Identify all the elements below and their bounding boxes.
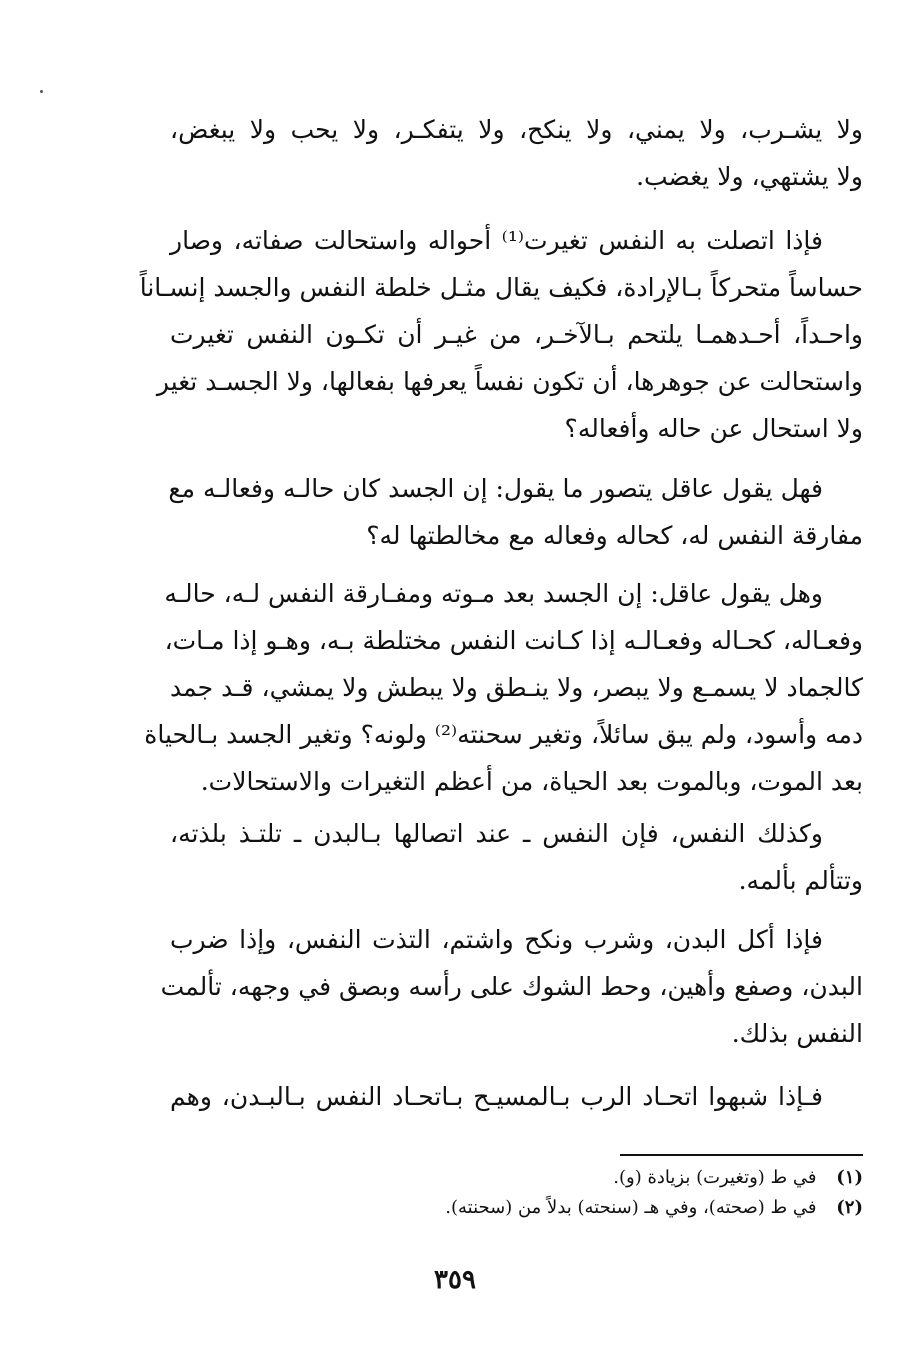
text-line: فـإذا شبهوا اتحـاد الرب بـالمسيـح بـاتحـاد النفس بـالبـدن، وهم — [170, 1082, 823, 1111]
paragraph-7 — [170, 1073, 863, 1120]
text-line: فإذا اتصلت به النفس تغيرت⁽¹⁾ أحواله واستحالت صفاته، وصار — [170, 226, 823, 255]
paragraph-3 — [170, 465, 863, 559]
footnote-text: في ط (صحته)، وفي هـ (سنحته) بدلاً من (سحنته). — [445, 1197, 817, 1218]
text-line: وتتألم بألمه. — [738, 866, 863, 895]
paragraph-4 — [144, 570, 863, 805]
text-line: فإذا أكل البدن، وشرب ونكح واشتم، التذت النفس، وإذا ضرب — [170, 925, 823, 954]
text-line: البدن، وصفع وأهين، وحط الشوك على رأسه وبصق في وجهه، تألمت — [160, 972, 863, 1001]
footnote-1 — [380, 1163, 863, 1193]
footnotes — [380, 1163, 863, 1223]
paragraph-6 — [160, 916, 863, 1057]
text-line: النفس بذلك. — [731, 1019, 863, 1048]
paragraph-5 — [170, 810, 863, 904]
paragraph-1 — [170, 106, 863, 200]
text-line: كالجماد لا يسمـع ولا يبصر، ولا ينـطق ولا يبطش ولا يمشي، قـد جمد — [170, 673, 863, 702]
page-number: ٣٥٩ — [434, 1265, 476, 1295]
text-line: ولا استحال عن حاله وأفعاله؟ — [564, 414, 863, 443]
text-line: ولا يشتهي، ولا يغضب. — [636, 162, 863, 191]
footnote-text: في ط (وتغيرت) بزيادة (و). — [613, 1167, 817, 1188]
text-line: دمه وأسود، ولم يبق سائلاً، وتغير سحنته⁽²⁾ ولونه؟ وتغير الجسد بـالحياة — [144, 720, 863, 749]
paragraph-2 — [139, 217, 863, 452]
text-line: وهل يقول عاقل: إن الجسد بعد مـوته ومفـارقة النفس لـه، حالـه — [164, 579, 823, 608]
text-line: واحـداً، أحـدهمـا يلتحم بـالآخـر، من غيـر أن تكـون النفس تغيرت — [170, 320, 863, 349]
footnote-2 — [380, 1193, 863, 1223]
footnote-separator — [620, 1154, 863, 1156]
text-line: بعد الموت، وبالموت بعد الحياة، من أعظم التغيرات والاستحالات. — [200, 767, 863, 796]
text-line: حساساً متحركاً بـالإرادة، فكيف يقال مثـل خلطة النفس والجسد إنسـاناً — [139, 273, 863, 302]
text-line: ولا يشـرب، ولا يمني، ولا ينكح، ولا يتفكـر، ولا يحب ولا يبغض، — [170, 115, 863, 144]
scan-speck — [40, 90, 43, 93]
text-line: مفارقة النفس له، كحاله وفعاله مع مخالطتها له؟ — [366, 521, 863, 550]
text-line: واستحالت عن جوهرها، أن تكون نفساً يعرفها بفعالها، ولا الجسـد تغير — [156, 367, 863, 396]
text-line: وكذلك النفس، فإن النفس ـ عند اتصالها بـالبدن ـ تلتـذ بلذته، — [170, 819, 823, 848]
text-line: فهل يقول عاقل يتصور ما يقول: إن الجسد كان حالـه وفعالـه مع — [168, 474, 823, 503]
footnote-number: (١) — [836, 1167, 863, 1188]
footnote-number: (٢) — [836, 1197, 863, 1218]
text-line: وفعـاله، كحـاله وفعـالـه إذا كـانت النفس مختلطة بـه، وهـو إذا مـات، — [164, 626, 863, 655]
